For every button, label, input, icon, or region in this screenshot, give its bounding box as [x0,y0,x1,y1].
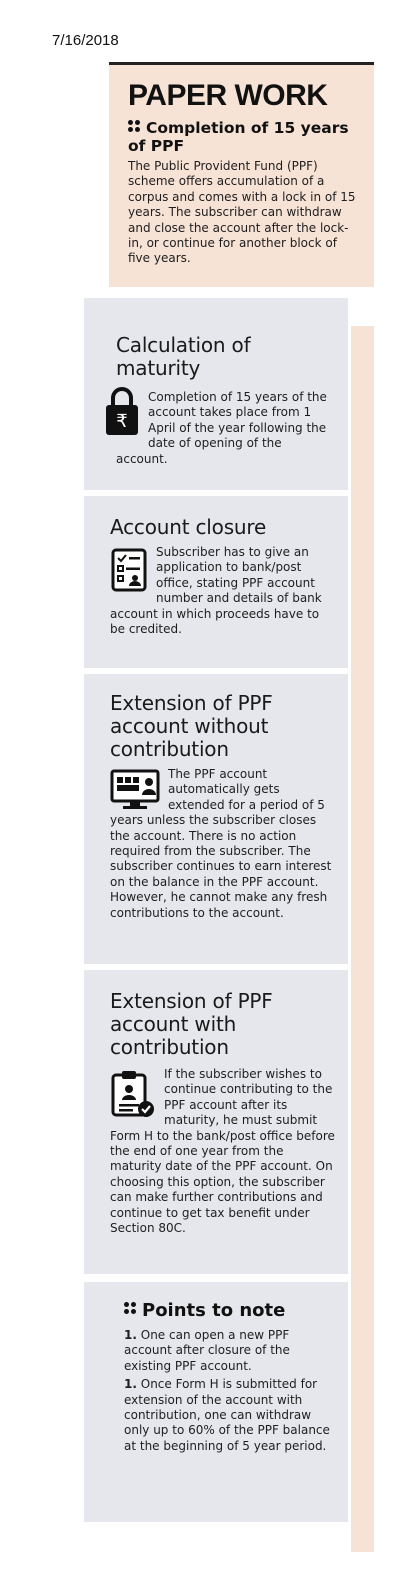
card-extension-without-contribution [84,674,348,964]
list-item-number: 1. [124,1377,137,1392]
card-title: Extension of PPF account without contribution [110,691,273,761]
application-form-icon [110,547,148,593]
card-title: Calculation of maturity [116,333,251,380]
paper-work-header [109,62,374,287]
list-item-text: One can open a new PPF account after closure of the existing PPF account. [124,1328,290,1373]
decorative-stripe [351,326,374,1552]
clipboard-check-icon [110,1069,156,1119]
points-title-text: Points to note [142,1300,286,1321]
bullet-dots-icon [124,1302,138,1314]
list-item [124,1377,332,1454]
header-body: The Public Provident Fund (PPF) scheme offers accumulation of a corpus and comes with a lock in of 15 years. The subscriber can withdraw and close the account after the lock-in, or continue for another block of five years. [128,159,356,266]
card-account-closure [84,496,348,668]
list-item [124,1328,332,1374]
card-body: Completion of 15 years of the account takes place from 1 April of the year following the date of opening of the account. [116,390,327,466]
page-title: PAPER WORK [128,79,328,112]
computer-account-icon [110,769,160,811]
list-item-text: Once Form H is submitted for extension of the account with contribution, one can withdraw only up to 60% of the PPF balance at the beginning of 5 year period. [124,1377,330,1453]
card-title: Extension of PPF account with contribution [110,989,273,1059]
card-extension-with-contribution [84,970,348,1274]
card-body: The PPF account automatically gets extended for a period of 5 years unless the subscriber closes the account. There is no action required from the subscriber. The subscriber continues to earn interest on the balance in the PPF account. However, he cannot make any fresh contributions to the account. [110,767,332,920]
date-stamp: 7/16/2018 [52,32,119,49]
svg-text:₹: ₹ [116,411,128,432]
points-title [124,1300,332,1322]
list-item-number: 1. [124,1328,137,1342]
header-subtitle [128,119,362,155]
card-title: Account closure [110,515,267,539]
lock-rupee-icon [104,386,140,436]
card-body: Subscriber has to give an application to bank/post office, stating PPF account number and details of bank account in which proceeds have to be credited. [110,545,322,637]
header-subtitle-text: Completion of 15 years of PPF [128,119,349,155]
card-calculation-of-maturity [84,298,348,490]
card-body: If the subscriber wishes to continue contributing to the PPF account after its maturity, he must submit Form H to the bank/post office before the end of one year from the maturity date of the PPF account. On choosing this option, the subscriber can make further contributions and continue to get tax benefit under Section 80C. [110,1067,335,1236]
points-to-note-box [84,1282,348,1522]
bullet-dots-icon [128,120,142,132]
